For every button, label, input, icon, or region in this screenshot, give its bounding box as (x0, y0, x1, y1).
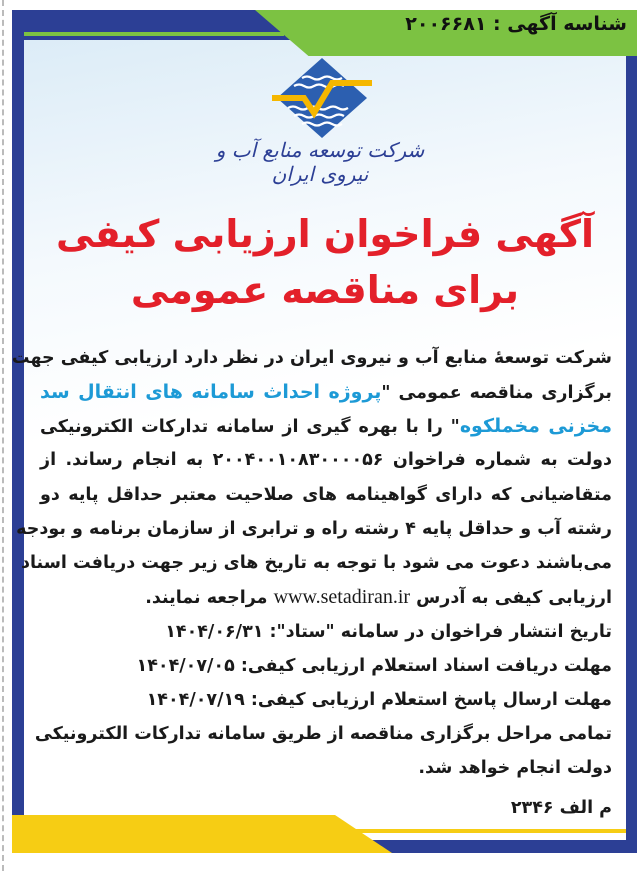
body-text: ارزیابی کیفی به آدرس (410, 588, 612, 608)
company-logo-icon (272, 58, 372, 138)
header-stripe (24, 32, 284, 36)
body-line (40, 377, 612, 408)
footer-yellow-bar (12, 815, 392, 853)
website-link[interactable]: www.setadiran.ir (273, 586, 411, 608)
footer-yellow-stripe (350, 829, 626, 833)
ad-title-line2: برای مناقصه عمومی (130, 268, 520, 312)
body-line: متقاضیانی که دارای گواهینامه های صلاحیت معتبر حداقل پایه دو (40, 485, 612, 505)
ad-id: شناسه آگهی : ۲۰۰۶۶۸۱ (405, 13, 627, 35)
body-line (40, 582, 612, 613)
date-publish: تاریخ انتشار فراخوان در سامانه "ستاد": ۱۴۰۴/۰۶/۳۱ (165, 622, 612, 642)
project-name: پروژه احداث سامانه های انتقال سد (40, 381, 382, 403)
body-line (40, 411, 612, 442)
body-line: دولت انجام خواهد شد. (418, 758, 612, 778)
body-line: دولت به شماره فراخوان ۲۰۰۴۰۰۱۰۸۳۰۰۰۰۵۶ به انجام رساند. از (40, 450, 612, 470)
body-text: برگزاری مناقصه عمومی " (381, 383, 612, 403)
date-response-deadline: مهلت ارسال پاسخ استعلام ارزیابی کیفی: ۱۴۰۴/۰۷/۱۹ (146, 690, 612, 710)
cut-border (2, 0, 6, 871)
body-line: تمامی مراحل برگزاری مناقصه از طریق سامانه تدارکات الکترونیکی (34, 724, 612, 744)
project-name-cont: مخزنی مخملکوه (459, 415, 612, 437)
body-text: " را با بهره گیری از سامانه تدارکات الکترونیکی (40, 417, 460, 437)
company-name-calligraphy: شرکت توسعه منابع آب و نیروی ایران (215, 138, 425, 186)
ad-code: م الف ۲۳۴۶ (510, 798, 612, 818)
body-line: می‌باشند دعوت می شود با توجه به تاریخ های زیر جهت دریافت اسناد (21, 553, 612, 573)
ad-title-line1: آگهی فراخوان ارزیابی کیفی (56, 212, 594, 256)
body-line: شرکت توسعۀ منابع آب و نیروی ایران در نظر دارد ارزیابی کیفی جهت (11, 348, 612, 368)
body-text: مراجعه نمایند. (145, 588, 274, 608)
date-doc-deadline: مهلت دریافت اسناد استعلام ارزیابی کیفی: ۱۴۰۴/۰۷/۰۵ (136, 656, 612, 676)
body-line: رشته آب و حداقل پایه ۴ رشته راه و ترابری از سازمان برنامه و بودجه (16, 519, 612, 539)
